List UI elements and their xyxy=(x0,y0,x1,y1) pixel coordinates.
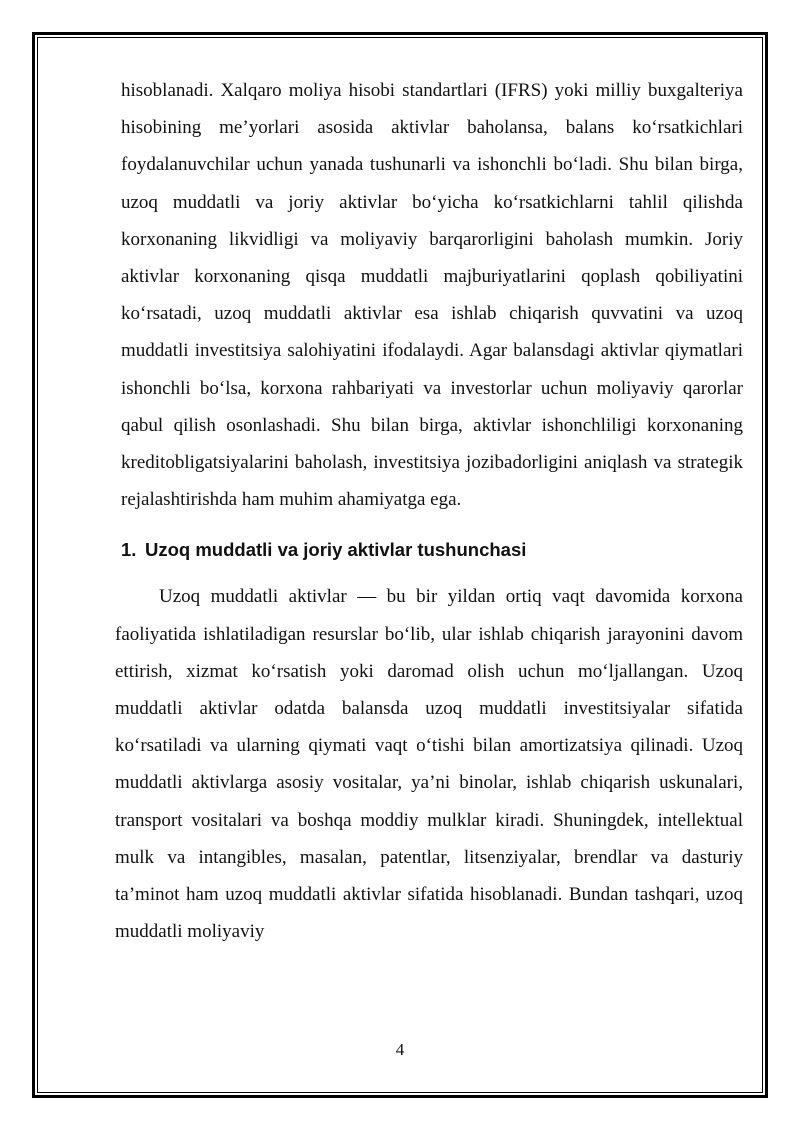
section-title: Uzoq muddatli va joriy aktivlar tushunchasi xyxy=(145,539,527,561)
section-number: 1. xyxy=(121,539,137,561)
page-number: 4 xyxy=(395,1040,405,1059)
body-paragraph: Uzoq muddatli aktivlar — bu bir yildan ortiq vaqt davomida korxona faoliyatida ishlatiladigan resurslar bo‘lib, ular ishlab chiqarish jarayonini davom ettirish, xizmat ko‘rsatish yoki daromad olish uchun mo‘ljallangan. Uzoq muddatli aktivlar odatda balansda uzoq muddatli investitsiyalar sifatida ko‘rsatiladi va ularning qiymati vaqt o‘tishi bilan amortizatsiya qilinadi. Uzoq muddatli aktivlarga asosiy vositalar, ya’ni binolar, ishlab chiqarish uskunalari, transport vositalari va boshqa moddiy mulklar kiradi. Shuningdek, intellektual mulk va intangibles, masalan, patentlar, litsenziyalar, brendlar va dasturiy ta’minot ham uzoq muddatli aktivlar sifatida hisoblanadi. Bundan tashqari, uzoq muddatli moliyaviy xyxy=(115,586,743,943)
intro-paragraph: hisoblanadi. Xalqaro moliya hisobi standartlari (IFRS) yoki milliy buxgalteriya hisobining me’yorlari asosida aktivlar baholansa, balans ko‘rsatkichlari foydalanuvchilar uchun yanada tushunarli va ishonchli bo‘ladi. Shu bilan birga, uzoq muddatli va joriy aktivlar bo‘yicha ko‘rsatkichlarni tahlil qilishda korxonaning likvidligi va moliyaviy barqarorligini baholash mumkin. Joriy aktivlar korxonaning qisqa muddatli majburiyatlarini qoplash qobiliyatini ko‘rsatadi, uzoq muddatli aktivlar esa ishlab chiqarish quvvatini va uzoq muddatli investitsiya salohiyatini ifodalaydi. Agar balansdagi aktivlar qiymatlari ishonchli bo‘lsa, korxona rahbariyati va investorlar uchun moliyaviy qarorlar qabul qilish osonlashadi. Shu bilan birga, aktivlar ishonchliligi korxonaning kreditobligatsiyalarini baholash, investitsiya jozibadorligini aniqlash va strategik rejalashtirishda ham muhim ahamiyatga ega. xyxy=(121,80,743,511)
document-body xyxy=(115,72,743,950)
section-heading xyxy=(121,532,743,568)
